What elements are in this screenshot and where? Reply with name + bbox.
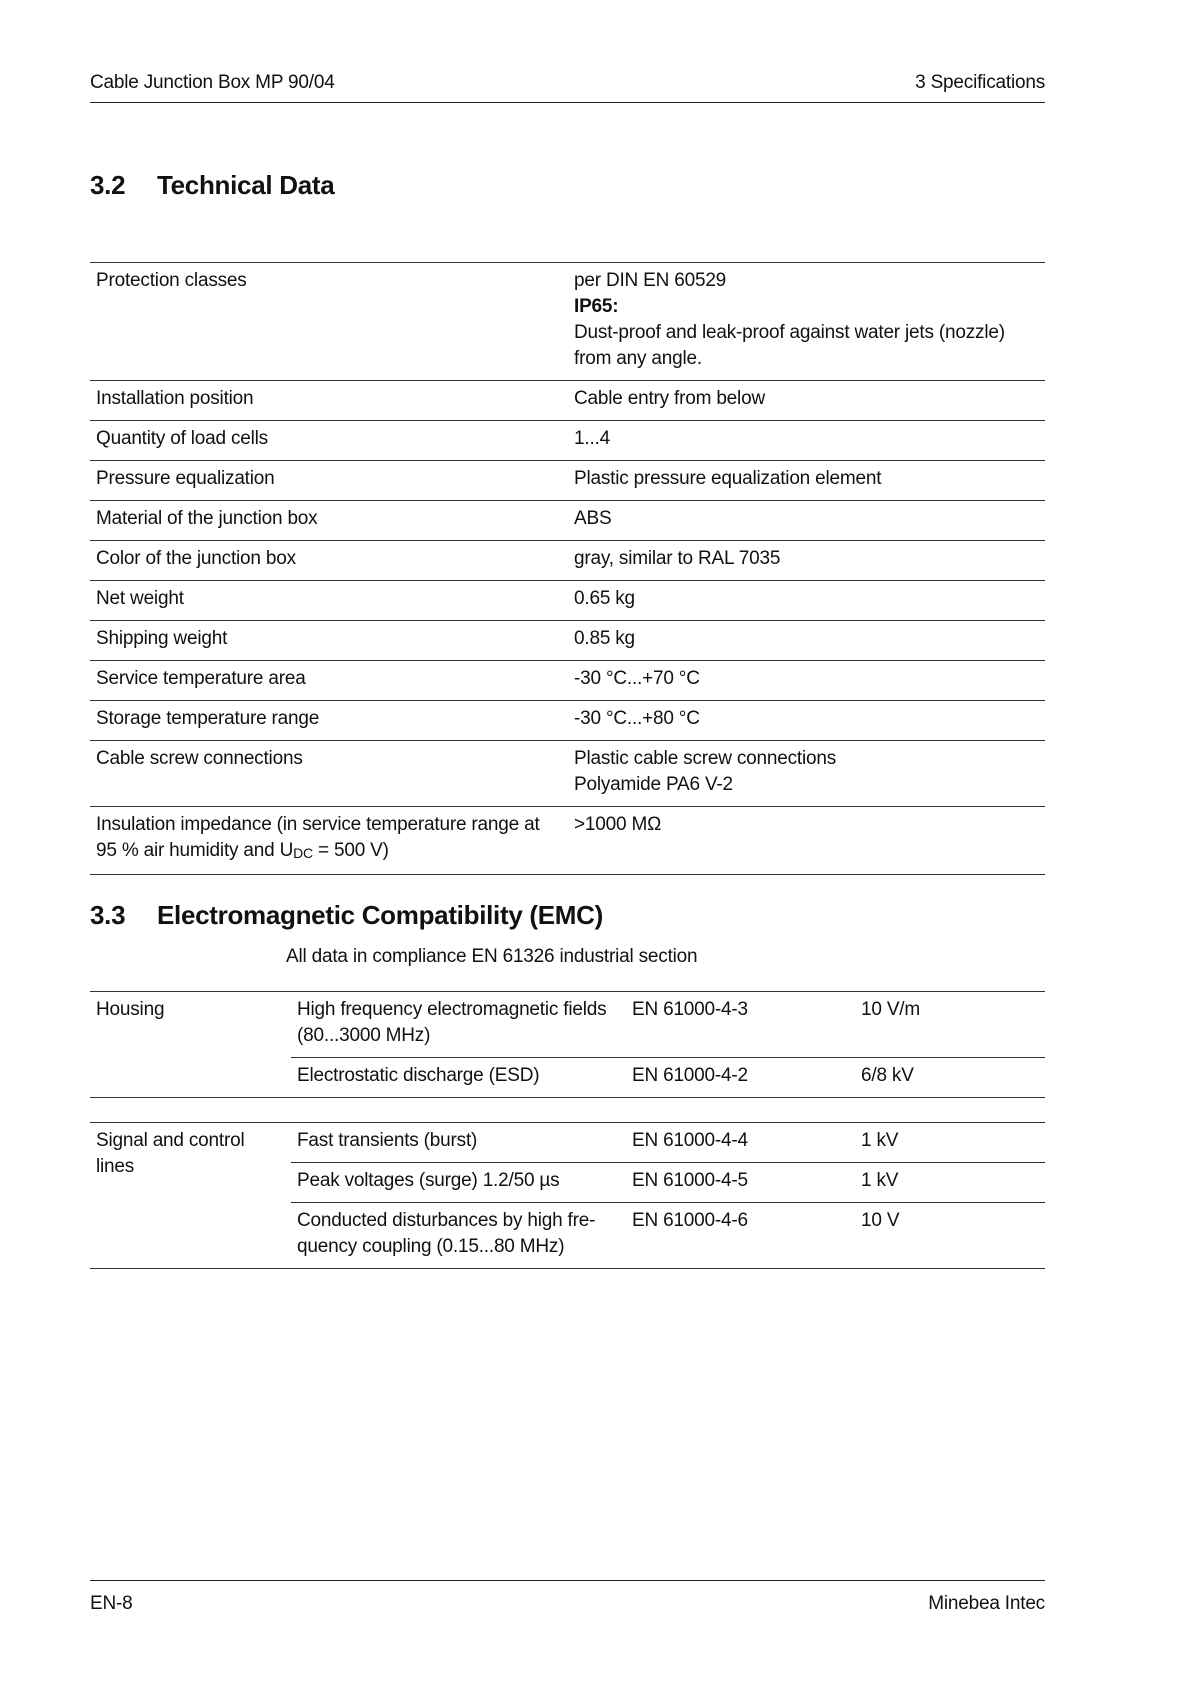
spec-value-line: per DIN EN 60529	[574, 270, 727, 291]
spec-label: Shipping weight	[90, 621, 568, 661]
spec-label-text: 95 % air humidity and U	[96, 840, 294, 861]
spec-value-line: IP65:	[574, 296, 619, 317]
spec-label-text: = 500 V)	[312, 840, 389, 861]
emc-value: 6/8 kV	[855, 1058, 1045, 1098]
spec-label: Protection classes	[90, 263, 568, 381]
emc-test-line: quency coupling (0.15...80 MHz)	[297, 1236, 565, 1257]
running-footer	[90, 1580, 1045, 1614]
section-title: Technical Data	[157, 170, 335, 200]
spec-value: -30 °C...+80 °C	[568, 701, 1045, 741]
spec-label: Cable screw connections	[90, 741, 568, 807]
spec-value-line: Plastic cable screw connections	[574, 748, 837, 769]
spec-value: >1000 MΩ	[568, 807, 1045, 875]
table-row	[90, 541, 1045, 581]
spec-label: Service temperature area	[90, 661, 568, 701]
spec-label: Storage temperature range	[90, 701, 568, 741]
emc-test-line: Conducted disturbances by high fre-	[297, 1210, 596, 1231]
emc-table	[90, 991, 1045, 1269]
emc-test: Peak voltages (surge) 1.2/50 µs	[291, 1163, 626, 1203]
emc-group-label	[90, 1123, 291, 1269]
emc-standard: EN 61000-4-5	[626, 1163, 855, 1203]
spec-label-subscript: DC	[293, 845, 313, 861]
table-row	[90, 992, 1045, 1058]
table-spacer-row	[90, 1098, 1045, 1123]
spec-value: gray, similar to RAL 7035	[568, 541, 1045, 581]
spec-value: 0.85 kg	[568, 621, 1045, 661]
spec-value: -30 °C...+70 °C	[568, 661, 1045, 701]
header-document-title: Cable Junction Box MP 90/04	[90, 72, 335, 93]
spec-value: ABS	[568, 501, 1045, 541]
table-row	[90, 381, 1045, 421]
table-row	[90, 701, 1045, 741]
table-row	[90, 263, 1045, 381]
spec-label: Color of the junction box	[90, 541, 568, 581]
section-heading-technical-data	[90, 170, 334, 201]
section-title: Electromagnetic Compatibility (EMC)	[157, 900, 603, 930]
spec-value-line: Polyamide PA6 V-2	[574, 774, 733, 795]
table-row	[90, 621, 1045, 661]
emc-test-line: (80...3000 MHz)	[297, 1025, 431, 1046]
emc-standard: EN 61000-4-2	[626, 1058, 855, 1098]
emc-value: 10 V/m	[855, 992, 1045, 1058]
spec-value	[568, 741, 1045, 807]
running-header	[90, 70, 1045, 103]
table-row	[90, 807, 1045, 875]
table-row	[90, 581, 1045, 621]
emc-test	[291, 1203, 626, 1269]
emc-intro-text: All data in compliance EN 61326 industrial section	[286, 946, 698, 967]
emc-test	[291, 992, 626, 1058]
spec-label-line: Insulation impedance (in service temperature range at	[96, 814, 540, 835]
document-page	[90, 0, 1045, 1684]
spec-label	[90, 807, 568, 875]
emc-value: 1 kV	[855, 1123, 1045, 1163]
table-row	[90, 741, 1045, 807]
spec-value-line: Dust-proof and leak-proof against water jets (nozzle)	[574, 322, 1005, 343]
spec-label: Installation position	[90, 381, 568, 421]
spec-value	[568, 263, 1045, 381]
emc-standard: EN 61000-4-3	[626, 992, 855, 1058]
table-row	[90, 661, 1045, 701]
section-number: 3.2	[90, 170, 126, 200]
table-spacer	[90, 1098, 1045, 1123]
spec-label: Net weight	[90, 581, 568, 621]
emc-group-line: lines	[96, 1156, 135, 1177]
spec-label: Material of the junction box	[90, 501, 568, 541]
emc-test: Electrostatic discharge (ESD)	[291, 1058, 626, 1098]
header-chapter-title: 3 Specifications	[915, 72, 1045, 93]
table-row	[90, 461, 1045, 501]
spec-label: Pressure equalization	[90, 461, 568, 501]
emc-standard: EN 61000-4-6	[626, 1203, 855, 1269]
section-heading-emc	[90, 900, 603, 931]
spec-value: 0.65 kg	[568, 581, 1045, 621]
spec-label-line	[96, 838, 562, 866]
technical-data-table	[90, 262, 1045, 875]
spec-value: 1...4	[568, 421, 1045, 461]
table-row	[90, 1123, 1045, 1163]
spec-value: Cable entry from below	[568, 381, 1045, 421]
emc-value: 1 kV	[855, 1163, 1045, 1203]
emc-group-line: Signal and control	[96, 1130, 245, 1151]
emc-test-line: High frequency electromagnetic fields	[297, 999, 607, 1020]
table-row	[90, 421, 1045, 461]
footer-brand: Minebea Intec	[928, 1593, 1045, 1614]
emc-value: 10 V	[855, 1203, 1045, 1269]
emc-test: Fast transients (burst)	[291, 1123, 626, 1163]
spec-value-line: from any angle.	[574, 348, 702, 369]
section-number: 3.3	[90, 900, 126, 930]
emc-group-label: Housing	[90, 992, 291, 1098]
page-number: EN-8	[90, 1593, 133, 1614]
table-row	[90, 501, 1045, 541]
spec-value: Plastic pressure equalization element	[568, 461, 1045, 501]
spec-label: Quantity of load cells	[90, 421, 568, 461]
emc-standard: EN 61000-4-4	[626, 1123, 855, 1163]
